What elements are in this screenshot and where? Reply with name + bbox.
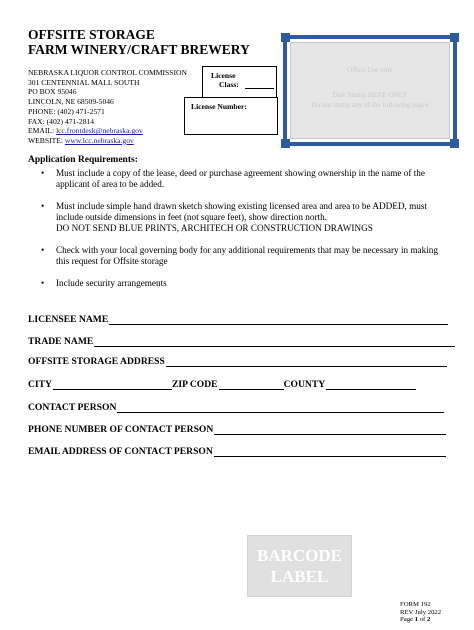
bullet-icon: • [41, 278, 45, 288]
offsite-address-row [28, 356, 447, 367]
county-label: COUNTY [283, 379, 326, 390]
zip-code-label: ZIP CODE [172, 379, 218, 390]
email-label: EMAIL: [28, 126, 55, 136]
page-prefix: Page [400, 616, 415, 624]
date-stamp-text: Date Stamp HERE ONLY [332, 91, 408, 99]
contact-email-row [28, 446, 446, 457]
contact-email-input[interactable] [214, 447, 446, 457]
website-link[interactable]: www.lcc.nebraska.gov [64, 135, 134, 145]
frame-corner-bottom-right [450, 139, 459, 148]
class-label: Class: [219, 80, 239, 89]
county-input[interactable] [326, 380, 416, 390]
city-zip-county-row [28, 379, 416, 390]
requirement-item [28, 201, 448, 234]
agency-name: NEBRASKA LIQUOR CONTROL COMMISSION [28, 68, 187, 77]
licensee-name-label: LICENSEE NAME [28, 314, 109, 325]
trade-name-input[interactable] [94, 337, 455, 347]
agency-website-row [28, 136, 208, 146]
requirements-heading: Application Requirements: [28, 155, 138, 165]
frame-corner-top-right [450, 33, 459, 42]
agency-address [28, 68, 208, 146]
class-field-line[interactable] [245, 88, 274, 89]
form-footer [400, 601, 441, 624]
requirement-text: Check with your local governing body for any additional requirements that may be necessary in making this request for Offsite storage [56, 245, 438, 266]
agency-phone: PHONE: (402) 471-2571 [28, 106, 105, 116]
page-total: 2 [426, 616, 431, 624]
page-current: 1 [414, 616, 419, 624]
agency-city: LINCOLN, NE 68509-5046 [28, 97, 114, 107]
license-number-box[interactable] [184, 97, 278, 135]
office-use-text: Office Use only [347, 66, 393, 74]
email-link[interactable]: lcc.frontdesk@nebraska.gov [56, 126, 143, 136]
city-input[interactable] [53, 380, 172, 390]
requirement-text: Include security arrangements [56, 278, 167, 288]
contact-person-input[interactable] [117, 403, 444, 413]
agency-street: 301 CENTENNIAL MALL SOUTH [28, 77, 140, 87]
zip-code-input[interactable] [219, 380, 284, 390]
agency-fax: FAX: (402) 471-2814 [28, 116, 95, 126]
form-number: FORM 192 [400, 601, 431, 608]
requirement-item [28, 278, 448, 289]
website-label: WEBSITE: [28, 135, 64, 145]
requirement-item [28, 245, 448, 267]
licensee-name-row [28, 314, 448, 325]
requirement-warning-text: DO NOT SEND BLUE PRINTS, ARCHITECH OR CONSTRUCTION DRAWINGS [56, 223, 373, 233]
barcode-text: BARCODE [256, 546, 342, 565]
contact-phone-input[interactable] [214, 425, 446, 435]
license-label: License [211, 71, 236, 80]
form-title-line1: OFFSITE STORAGE [28, 27, 155, 42]
bullet-icon: • [41, 168, 45, 178]
contact-person-row [28, 402, 444, 413]
bullet-icon: • [41, 245, 45, 255]
licensee-name-input[interactable] [109, 315, 448, 325]
contact-person-label: CONTACT PERSON [28, 402, 117, 413]
license-number-label: License Number: [191, 102, 247, 111]
label-text: LABEL [270, 567, 329, 586]
page-indicator [400, 616, 441, 624]
form-revision: REV July 2022 [400, 608, 442, 616]
form-title-line2: FARM WINERY/CRAFT BREWERY [28, 42, 250, 57]
requirements-list [28, 168, 448, 300]
agency-po-box: PO BOX 95046 [28, 87, 77, 97]
city-label: CITY [28, 379, 52, 390]
frame-corner-bottom-left [281, 139, 290, 148]
page-middle: of [418, 616, 427, 624]
stamp-warning-text: Do not stamp any of the following pages [311, 101, 429, 109]
offsite-address-label: OFFSITE STORAGE ADDRESS [28, 356, 165, 367]
frame-corner-top-left [281, 33, 290, 42]
contact-email-label: EMAIL ADDRESS OF CONTACT PERSON [28, 446, 213, 457]
agency-email-row [28, 126, 208, 136]
contact-phone-label: PHONE NUMBER OF CONTACT PERSON [28, 424, 214, 435]
bullet-icon: • [41, 201, 45, 211]
trade-name-label: TRADE NAME [28, 336, 94, 347]
requirement-text: Must include a copy of the lease, deed or purchase agreement showing ownership in the name of the applicant of area to be added. [56, 168, 425, 189]
requirement-item [28, 168, 448, 190]
barcode-label-placeholder [247, 535, 352, 597]
license-class-box [202, 66, 277, 98]
offsite-address-input[interactable] [166, 357, 447, 367]
requirement-text: Must include simple hand drawn sketch showing existing licensed area and area to be ADDED, must include outside dimensions in feet (not square feet), show direction north. [56, 201, 427, 222]
trade-name-row [28, 336, 455, 347]
contact-phone-row [28, 424, 446, 435]
